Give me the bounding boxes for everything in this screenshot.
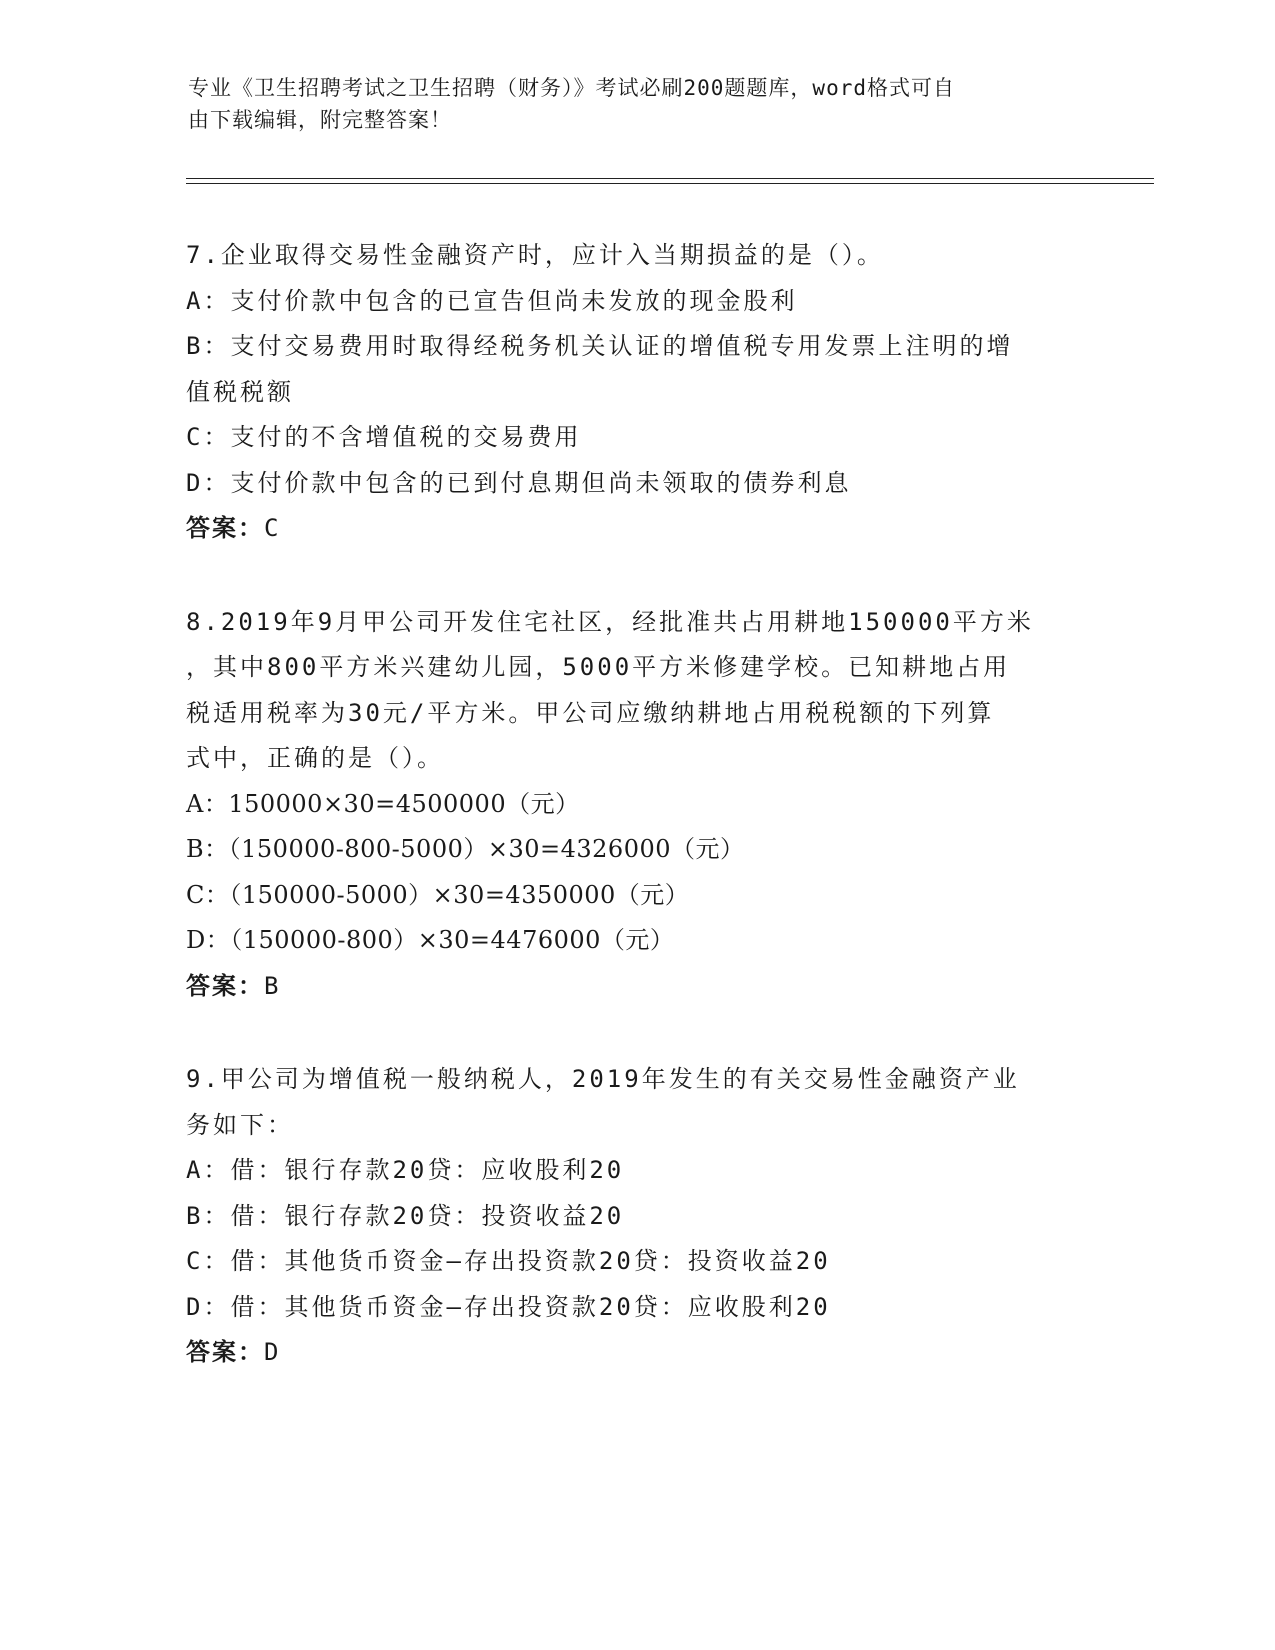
question-8 xyxy=(186,600,1086,1010)
option-d: D：支付价款中包含的已到付息期但尚未领取的债券利息 xyxy=(186,468,852,497)
option-a: A：借：银行存款20贷：应收股利20 xyxy=(186,1156,625,1184)
question-stem: 9.甲公司为增值税一般纳税人，2019年发生的有关交易性金融资产业 xyxy=(186,1065,1020,1093)
answer-line xyxy=(186,964,1086,1010)
answer-line xyxy=(186,506,1086,552)
answer-line xyxy=(186,1330,1086,1376)
question-7 xyxy=(186,233,1086,552)
question-stem-continued: 税适用税率为30元/平方米。甲公司应缴纳耕地占用税税额的下列算 xyxy=(186,698,995,727)
question-stem-continued: 务如下： xyxy=(186,1110,294,1139)
option-d: D：借：其他货币资金—存出投资款20贷：应收股利20 xyxy=(186,1292,831,1321)
answer-value: B xyxy=(264,971,281,1000)
header-divider-top xyxy=(186,178,1154,179)
answer-label: 答案： xyxy=(186,1338,264,1366)
answer-label: 答案： xyxy=(186,971,264,1000)
question-stem-continued: ，其中800平方米兴建幼儿园，5000平方米修建学校。已知耕地占用 xyxy=(186,653,1011,681)
option-c: C：支付的不含增值税的交易费用 xyxy=(186,423,582,451)
question-9 xyxy=(186,1057,1086,1376)
question-stem: 8.2019年9月甲公司开发住宅社区，经批准共占用耕地150000平方米 xyxy=(186,607,1034,636)
option-a: A：150000×30=4500000（元） xyxy=(186,789,580,818)
answer-value: D xyxy=(264,1338,281,1366)
question-list xyxy=(186,233,1086,1424)
header-line-2: 由下载编辑，附完整答案！ xyxy=(188,108,452,132)
question-stem: 7.企业取得交易性金融资产时，应计入当期损益的是（）。 xyxy=(186,241,884,269)
option-a: A：支付价款中包含的已宣告但尚未发放的现金股利 xyxy=(186,286,798,315)
header-line-1: 专业《卫生招聘考试之卫生招聘（财务）》考试必刷200题题库，word格式可自 xyxy=(188,76,955,100)
option-b: B：（150000-800-5000）×30=4326000（元） xyxy=(186,835,745,863)
answer-label: 答案： xyxy=(186,514,264,542)
option-d: D：（150000-800）×30=4476000（元） xyxy=(186,926,675,954)
header-divider-bottom xyxy=(186,183,1154,184)
document-header xyxy=(188,72,1088,136)
option-b: B：借：银行存款20贷：投资收益20 xyxy=(186,1201,625,1230)
option-b: B：支付交易费用时取得经税务机关认证的增值税专用发票上注明的增 xyxy=(186,332,1014,360)
answer-value: C xyxy=(264,514,281,542)
option-c: C：借：其他货币资金—存出投资款20贷：投资收益20 xyxy=(186,1247,831,1275)
option-b-continued: 值税税额 xyxy=(186,377,294,406)
question-stem-continued: 式中，正确的是（）。 xyxy=(186,744,444,772)
option-c: C：（150000-5000）×30=4350000（元） xyxy=(186,880,690,909)
